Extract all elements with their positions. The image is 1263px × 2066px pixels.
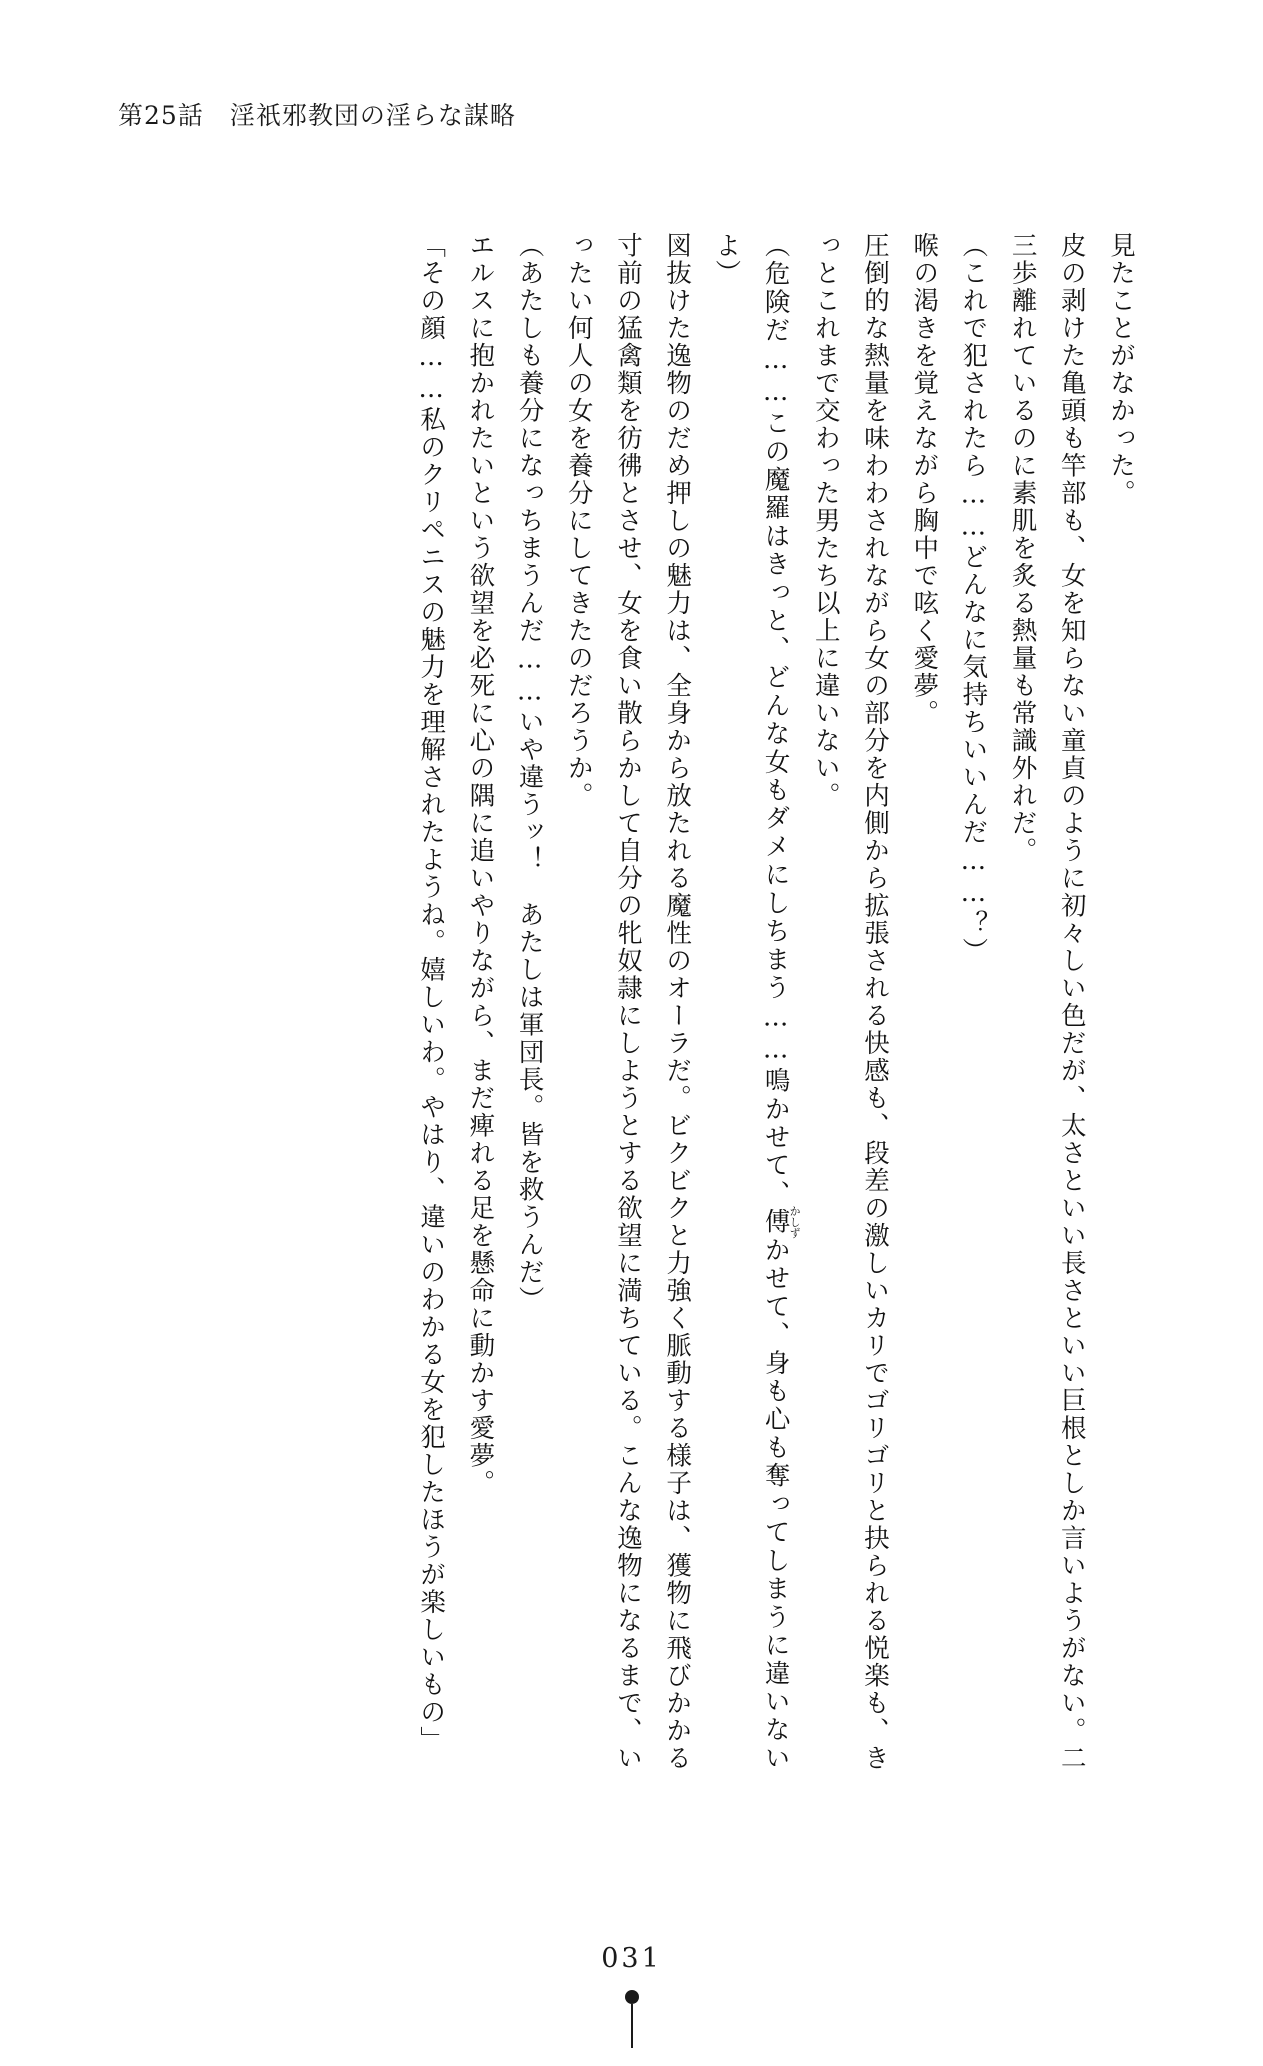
- bottom-decoration-icon: [625, 1990, 639, 2048]
- paragraph: 見たことがなかった。: [1106, 232, 1136, 507]
- page-body-text: [115, 232, 1145, 1772]
- paragraph: （あたしも養分になっちまうんだ……いや違うッ！ あたしは軍団長。皆を救うんだ）: [514, 232, 545, 1314]
- paragraph-with-ruby: [701, 232, 800, 1772]
- running-head: [118, 96, 516, 132]
- dialogue-paragraph: 「その顔……私のクリペニスの魅力を理解されたようね。嬉しいわ。やはり、違いのわかる女を犯したほうが楽しいもの」: [416, 232, 447, 1754]
- paragraph: 喉の渇きを覚えながら胸中で呟く愛夢。: [909, 232, 940, 727]
- paragraph: エルスに抱かれたいという欲望を必死に心の隅に追いやりながら、まだ痺れる足を懸命に動かす愛夢。: [465, 232, 496, 1497]
- paragraph-text: （危険だ……この魔羅はきっと、どんな女もダメにしちまう……鳴かせて、傅かしずかせて、身も心も奪ってしまうに違いないよ）: [711, 232, 802, 1773]
- decoration-dot: [625, 1990, 639, 2004]
- paragraph: 図抜けた逸物のだめ押しの魅力は、全身から放たれる魔性のオーラだ。ビクビクと力強く脈動する様子は、獲物に飛びかかる寸前の猛禽類を彷彿とさせ、女を食い散らかして自分の牝奴隷にしようとする欲望に満ちている。こんな逸物になるまで、いったい何人の女を養分にしてきたのだろうか。: [563, 232, 693, 1772]
- chapter-title: 淫祇邪教団の淫らな謀略: [229, 101, 516, 130]
- paragraph: 圧倒的な熱量を味わわされながら女の部分を内側から拡張される快感も、段差の激しいカリでゴリゴリと抉られる悦楽も、きっとこれまで交わった男たち以上に違いない。: [810, 232, 890, 1772]
- paragraph: （これで犯されたら……どんなに気持ちいいんだ……？）: [958, 232, 989, 965]
- paragraph: 皮の剥けた亀頭も竿部も、女を知らない童貞のように初々しい色だが、太さといい長さといい巨根としか言いようがない。二三歩離れているのに素肌を炙る熱量も常識外れだ。: [1007, 232, 1087, 1772]
- page-number: 031: [601, 1943, 662, 1974]
- ruby-annotation: 傅かしず: [760, 1205, 802, 1239]
- chapter-number: 第25話: [118, 101, 204, 130]
- decoration-stem: [631, 2004, 633, 2048]
